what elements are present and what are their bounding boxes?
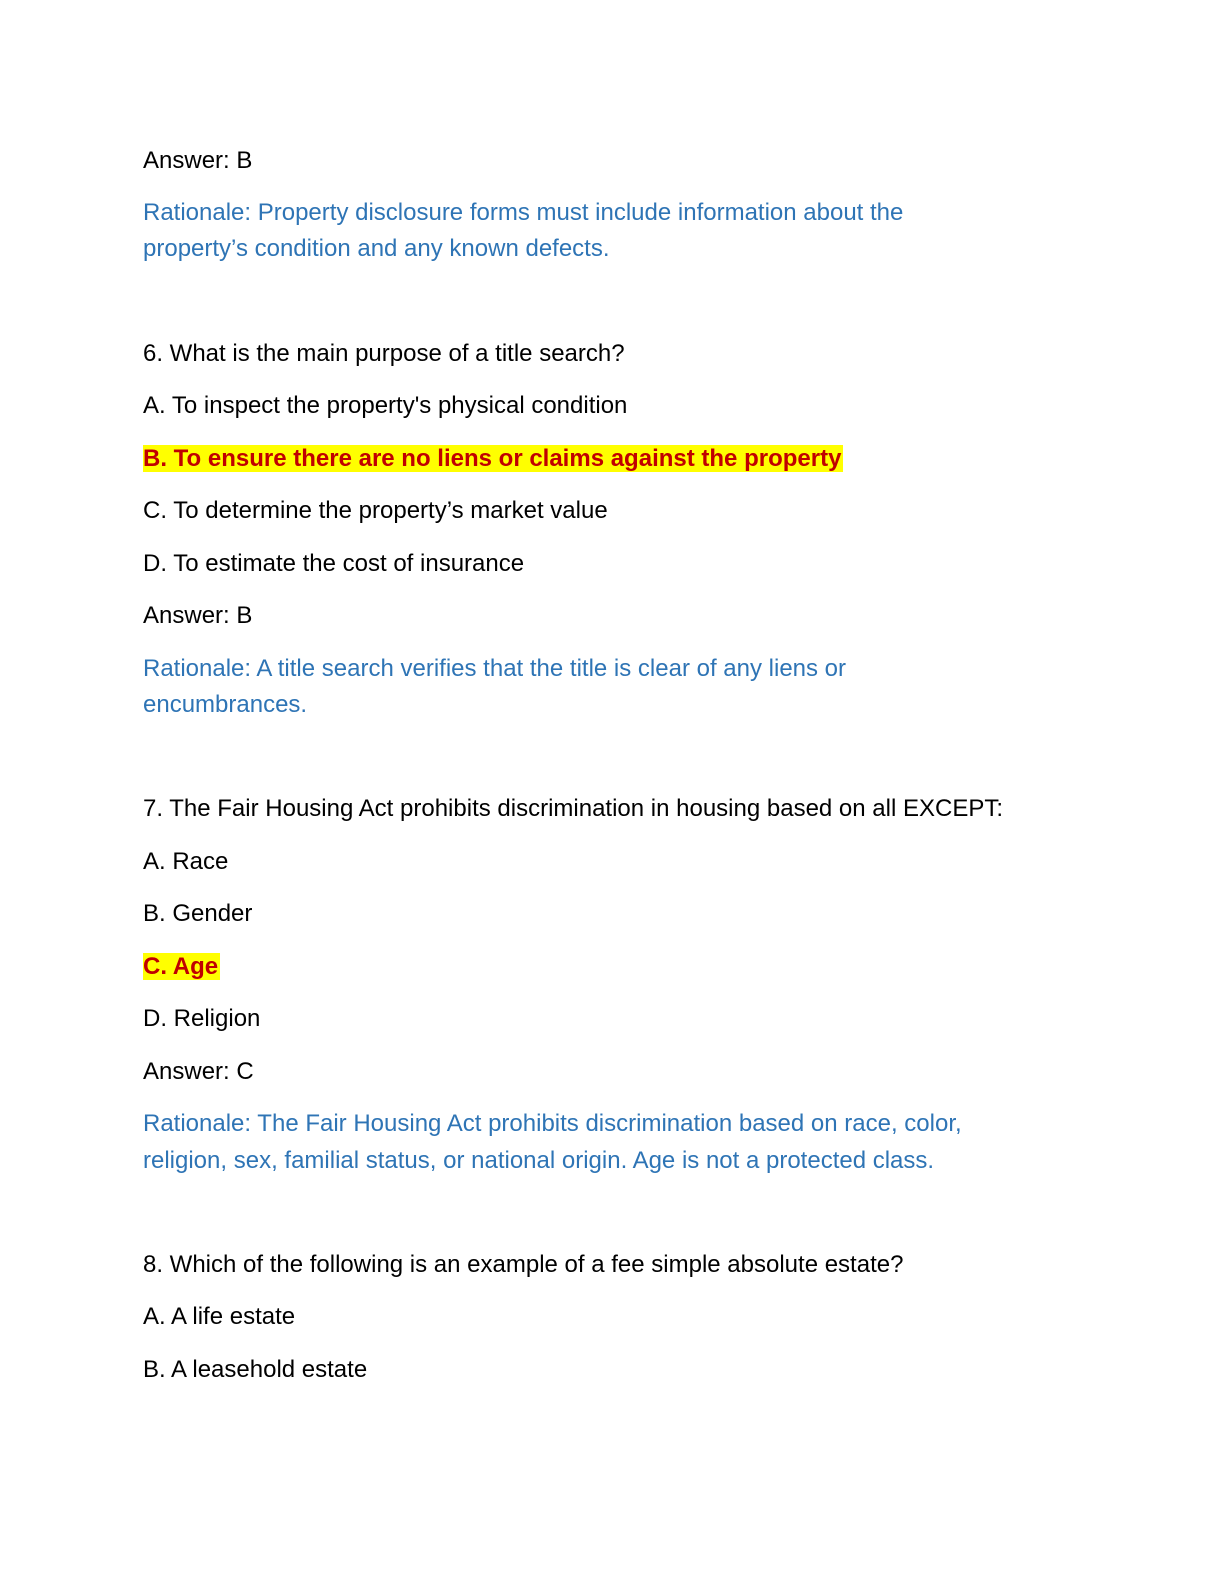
q6-option-c: C. To determine the property’s market value (143, 497, 608, 524)
q8-question: 8. Which of the following is an example of a fee simple absolute estate? (143, 1251, 904, 1278)
prev-answer: Answer: B (143, 147, 253, 174)
q6-rationale-line-2: encumbrances. (143, 691, 308, 718)
q6-rationale-line-1: Rationale: A title search verifies that the title is clear of any liens or (143, 655, 847, 682)
q6-option-b-correct (143, 444, 843, 474)
q7-option-c-correct (143, 952, 220, 982)
q8-option-b: B. A leasehold estate (143, 1356, 368, 1383)
prev-rationale-line-2: property’s condition and any known defects. (143, 235, 610, 262)
q6-option-d: D. To estimate the cost of insurance (143, 550, 525, 577)
q7-rationale-line-1: Rationale: The Fair Housing Act prohibits discrimination based on race, color, (143, 1110, 962, 1137)
q8-option-a: A. A life estate (143, 1303, 296, 1330)
q7-question: 7. The Fair Housing Act prohibits discrimination in housing based on all EXCEPT: (143, 795, 1004, 822)
q6-option-b-highlight: B. To ensure there are no liens or claims against the property (143, 445, 842, 472)
q7-rationale-line-2: religion, sex, familial status, or national origin. Age is not a protected class. (143, 1147, 935, 1174)
q7-option-d: D. Religion (143, 1005, 261, 1032)
q6-answer: Answer: B (143, 602, 253, 629)
prev-rationale-line-1: Rationale: Property disclosure forms must include information about the (143, 199, 904, 226)
q7-option-b: B. Gender (143, 900, 253, 927)
q7-option-a: A. Race (143, 848, 229, 875)
q6-option-a: A. To inspect the property's physical condition (143, 392, 628, 419)
q7-answer: Answer: C (143, 1058, 254, 1085)
q6-question: 6. What is the main purpose of a title search? (143, 340, 625, 367)
q7-option-c-highlight: C. Age (143, 953, 219, 980)
